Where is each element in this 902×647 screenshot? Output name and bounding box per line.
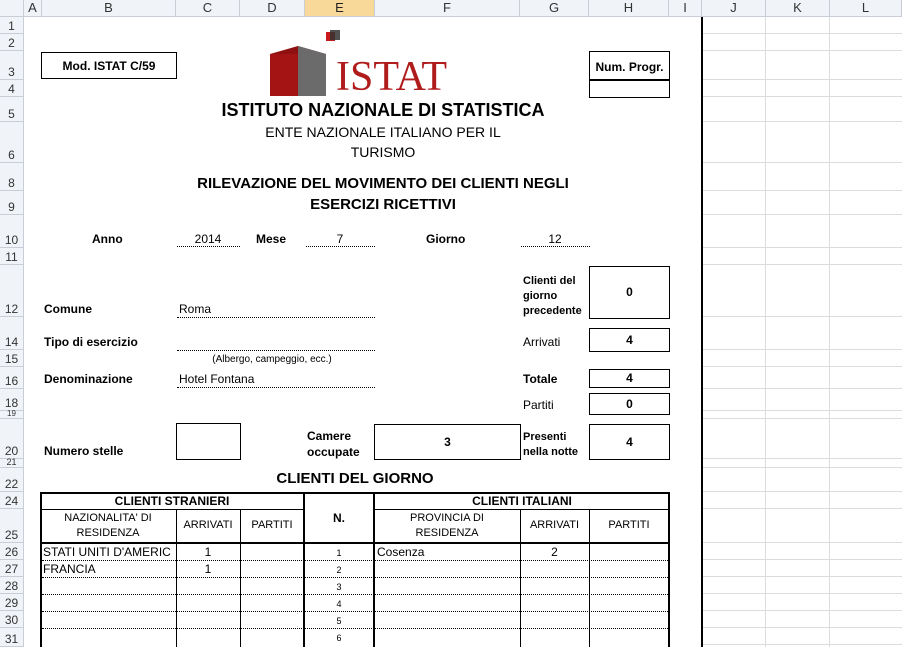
- denominazione-value[interactable]: Hotel Fontana: [179, 372, 255, 386]
- denominazione-label: Denominazione: [44, 372, 133, 386]
- gridline: [829, 17, 830, 647]
- denominazione-underline: [177, 387, 375, 388]
- presenti-label: Presenti nella notte: [523, 431, 579, 458]
- rilevazione-line-2: ESERCIZI RICETTIVI: [310, 196, 456, 213]
- divider: [590, 79, 669, 81]
- table-line: [373, 509, 670, 510]
- gridline: [765, 17, 766, 647]
- numero-stelle-label: Numero stelle: [44, 444, 124, 458]
- column-header-d[interactable]: D: [240, 0, 305, 17]
- comune-value[interactable]: Roma: [179, 302, 212, 316]
- presenti-value: 4: [626, 435, 633, 449]
- arrivati-label: Arrivati: [523, 335, 561, 349]
- table-row[interactable]: [40, 629, 670, 646]
- arrivati-box[interactable]: [589, 328, 670, 352]
- totale-box[interactable]: [589, 369, 670, 388]
- nazionalita-cell[interactable]: FRANCIA: [43, 562, 96, 576]
- gridline: [702, 559, 902, 560]
- gridline: [702, 366, 902, 367]
- row-header[interactable]: 6: [0, 122, 24, 163]
- clienti-giorno-title: CLIENTI DEL GIORNO: [276, 470, 434, 487]
- logo-text: ISTAT: [336, 54, 447, 98]
- mod-box[interactable]: [41, 52, 177, 79]
- gridline: [702, 388, 902, 389]
- partiti-label: Partiti: [523, 398, 554, 412]
- partiti-value: 0: [626, 397, 633, 411]
- tipo-underline: [177, 350, 375, 351]
- column-header-f[interactable]: F: [375, 0, 520, 17]
- row-header[interactable]: 5: [0, 97, 24, 122]
- gridline: [702, 33, 902, 34]
- mese-underline: [306, 246, 375, 247]
- row-header[interactable]: 31: [0, 628, 24, 647]
- camere-value: 3: [444, 435, 451, 449]
- clienti-prec-value: 0: [626, 285, 633, 299]
- presenti-box[interactable]: [589, 424, 670, 460]
- column-header-b[interactable]: B: [42, 0, 176, 17]
- table-row[interactable]: [40, 544, 670, 561]
- gridline: [702, 610, 902, 611]
- n-label: N.: [333, 511, 345, 525]
- numero-stelle-box[interactable]: [176, 423, 241, 460]
- row-header[interactable]: 15: [0, 350, 24, 367]
- row-header[interactable]: 19: [0, 411, 24, 419]
- arrivati-stranieri-cell[interactable]: 1: [204, 562, 212, 576]
- arrivati-stranieri-cell[interactable]: 1: [204, 545, 212, 559]
- camere-label: Camere occupate: [307, 429, 360, 459]
- gridline: [702, 349, 902, 350]
- gridline: [702, 627, 902, 628]
- clienti-table: [40, 492, 670, 647]
- istat-logo: [268, 28, 448, 98]
- rilevazione-line-1: RILEVAZIONE DEL MOVIMENTO DEI CLIENTI NEGLI: [197, 175, 569, 192]
- row-header[interactable]: 20: [0, 419, 24, 459]
- row-header[interactable]: 21: [0, 459, 24, 468]
- row-header[interactable]: 1: [0, 17, 24, 34]
- num-progr-box[interactable]: [589, 51, 670, 98]
- row-header[interactable]: 30: [0, 611, 24, 628]
- table-row[interactable]: [40, 578, 670, 595]
- column-header-g[interactable]: G: [520, 0, 589, 17]
- comune-label: Comune: [44, 302, 92, 316]
- tipo-hint: (Albergo, campeggio, ecc.): [212, 354, 332, 365]
- giorno-label: Giorno: [426, 232, 466, 246]
- gridline: [702, 458, 902, 459]
- totale-value: 4: [626, 371, 633, 385]
- nazionalita-header: NAZIONALITA' DI RESIDENZA: [64, 512, 152, 539]
- arrivati-italiani-cell[interactable]: 2: [551, 545, 558, 559]
- mese-label: Mese: [256, 232, 287, 246]
- column-header-l[interactable]: L: [830, 0, 902, 17]
- gridline: [702, 542, 902, 543]
- anno-label: Anno: [92, 232, 123, 246]
- row-header[interactable]: 12: [0, 265, 24, 317]
- row-header[interactable]: 26: [0, 543, 24, 560]
- giorno-underline: [521, 246, 590, 247]
- row-number: 4: [336, 599, 342, 609]
- ente-line-1: ENTE NAZIONALE ITALIANO PER IL: [265, 124, 501, 140]
- partiti-italiani-header: PARTITI: [608, 519, 650, 531]
- table-row[interactable]: [40, 595, 670, 612]
- column-header-c[interactable]: C: [176, 0, 240, 17]
- arrivati-italiani-header: ARRIVATI: [529, 519, 580, 531]
- row-header[interactable]: 11: [0, 248, 24, 265]
- giorno-value[interactable]: 12: [548, 232, 562, 246]
- row-header[interactable]: 22: [0, 468, 24, 492]
- clienti-prec-label: Clienti del giorno precedente: [523, 275, 582, 317]
- row-number: 1: [336, 548, 342, 558]
- gridline: [702, 418, 902, 419]
- anno-value[interactable]: 2014: [194, 232, 222, 246]
- provincia-header: PROVINCIA DI RESIDENZA: [410, 512, 484, 539]
- gridline: [702, 410, 902, 411]
- gridline: [702, 50, 902, 51]
- print-area-border: [701, 17, 703, 647]
- arrivati-value: 4: [626, 333, 633, 347]
- num-progr-label: Num. Progr.: [595, 60, 664, 74]
- column-header-i[interactable]: I: [669, 0, 702, 17]
- row-header[interactable]: 25: [0, 509, 24, 543]
- gridline: [702, 79, 902, 80]
- table-row[interactable]: [40, 561, 670, 578]
- gridline: [702, 162, 902, 163]
- arrivati-stranieri-header: ARRIVATI: [183, 519, 233, 531]
- provincia-cell[interactable]: Cosenza: [377, 545, 425, 559]
- row-header[interactable]: 2: [0, 34, 24, 51]
- italiani-title: CLIENTI ITALIANI: [472, 494, 572, 508]
- table-row[interactable]: [40, 612, 670, 629]
- row-number: 3: [336, 582, 342, 592]
- row-header[interactable]: 29: [0, 594, 24, 611]
- gridline: [702, 190, 902, 191]
- column-header-j[interactable]: J: [702, 0, 766, 17]
- gridline: [702, 593, 902, 594]
- gridline: [702, 247, 902, 248]
- gridline: [702, 214, 902, 215]
- totale-label: Totale: [523, 372, 558, 386]
- nazionalita-cell[interactable]: STATI UNITI D'AMERIC: [43, 545, 171, 559]
- row-header[interactable]: 8: [0, 163, 24, 191]
- gridline: [702, 644, 902, 645]
- gridline: [702, 508, 902, 509]
- row-header[interactable]: 24: [0, 492, 24, 509]
- table-line: [40, 509, 305, 510]
- gridline: [702, 316, 902, 317]
- row-header[interactable]: 9: [0, 191, 24, 215]
- column-header-h[interactable]: H: [589, 0, 669, 17]
- row-header[interactable]: 16: [0, 367, 24, 389]
- ente-line-2: TURISMO: [350, 144, 416, 160]
- row-header[interactable]: 27: [0, 560, 24, 577]
- anno-underline: [177, 246, 240, 247]
- gridline: [702, 264, 902, 265]
- row-number: 5: [336, 616, 342, 626]
- tipo-label: Tipo di esercizio: [44, 335, 138, 349]
- row-number: 2: [336, 565, 342, 575]
- row-header[interactable]: 14: [0, 317, 24, 350]
- column-header-e[interactable]: E: [305, 0, 375, 17]
- gridline: [702, 96, 902, 97]
- partiti-box[interactable]: [589, 393, 670, 415]
- stranieri-title: CLIENTI STRANIERI: [114, 494, 230, 508]
- istituto-title: ISTITUTO NAZIONALE DI STATISTICA: [221, 100, 545, 120]
- clienti-prec-box[interactable]: [589, 266, 670, 319]
- partiti-stranieri-header: PARTITI: [251, 519, 293, 531]
- gridline: [702, 491, 902, 492]
- gridline: [702, 576, 902, 577]
- row-header[interactable]: 10: [0, 215, 24, 248]
- column-header-a[interactable]: A: [24, 0, 42, 17]
- column-header-k[interactable]: K: [766, 0, 830, 17]
- row-number: 6: [336, 633, 342, 643]
- select-all-corner[interactable]: [0, 0, 24, 17]
- gridline: [702, 121, 902, 122]
- row-header[interactable]: 28: [0, 577, 24, 594]
- comune-underline: [177, 317, 375, 318]
- gridline: [702, 467, 902, 468]
- mese-value[interactable]: 7: [336, 232, 344, 246]
- row-header[interactable]: 18: [0, 389, 24, 411]
- camere-box[interactable]: [374, 424, 521, 460]
- row-header[interactable]: 4: [0, 80, 24, 97]
- mod-label: Mod. ISTAT C/59: [62, 59, 156, 73]
- row-header[interactable]: 3: [0, 51, 24, 80]
